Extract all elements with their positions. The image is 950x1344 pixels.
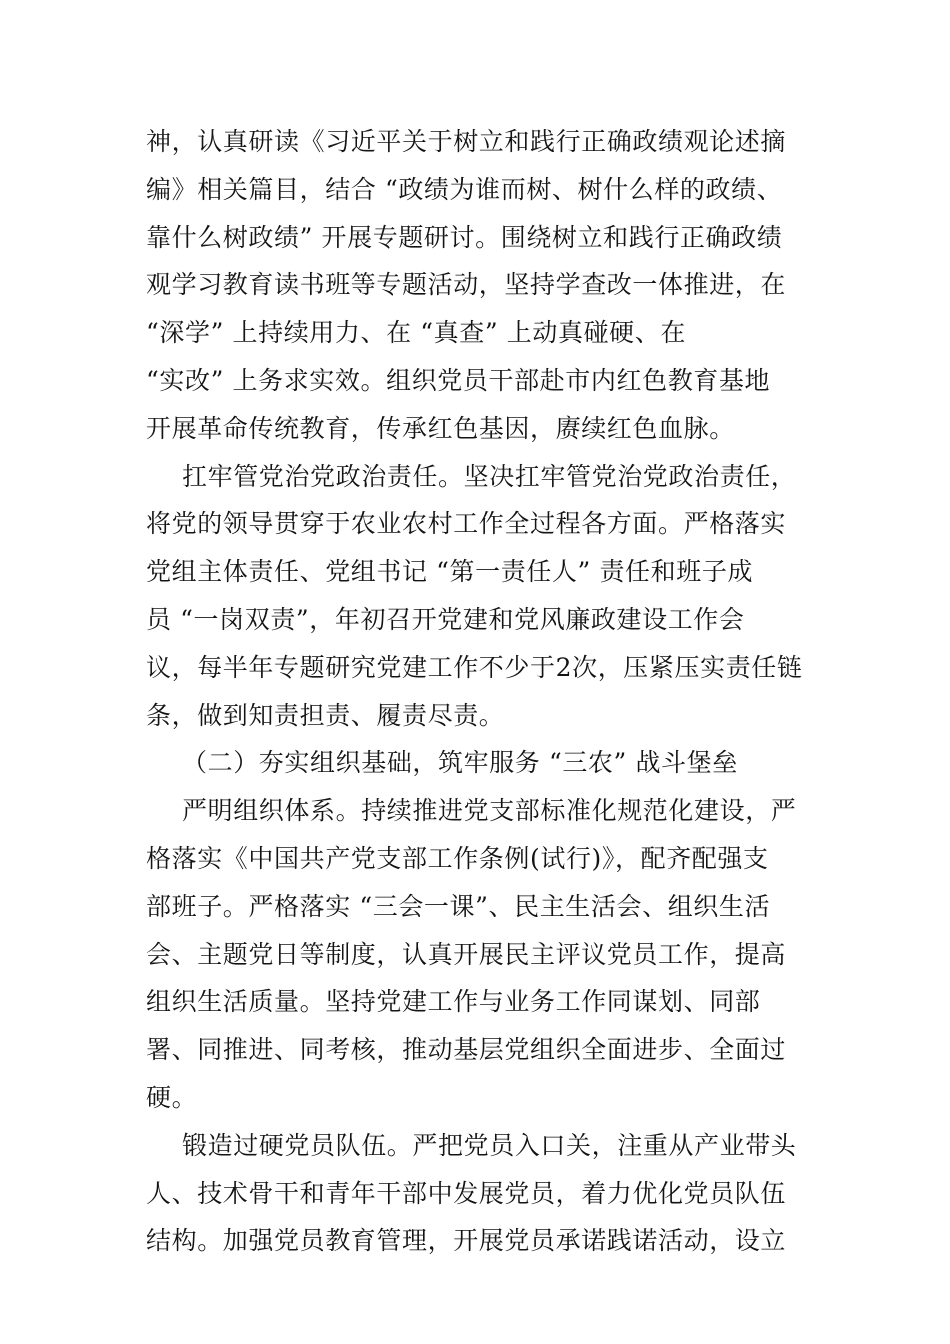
text-line: 部班子。严格落实 “三会一课”、民主生活会、组织生活 xyxy=(146,891,771,921)
text-line: 条，做到知责担责、履责尽责。 xyxy=(146,700,505,730)
text-line: 观学习教育读书班等专题活动，坚持学查改一体推进，在 xyxy=(146,270,787,300)
text-line: 硬。 xyxy=(146,1082,198,1112)
text-line: 扛牢管党治党政治责任。坚决扛牢管党治党政治责任， xyxy=(182,461,797,491)
paragraph-party-member-team xyxy=(146,1122,811,1265)
document-body xyxy=(146,118,811,1265)
text-line: “实改” 上务求实效。组织党员干部赴市内红色教育基地 xyxy=(146,365,771,395)
paragraph-study-continuation xyxy=(146,118,811,453)
paragraph-organization-system xyxy=(146,787,811,1122)
text-line: 会、主题党日等制度，认真开展民主评议党员工作，提高 xyxy=(146,939,787,969)
paragraph-political-responsibility xyxy=(146,453,811,740)
text-line: 议，每半年专题研究党建工作不少于2次，压紧压实责任链 xyxy=(146,652,803,682)
text-line: 将党的领导贯穿于农业农村工作全过程各方面。严格落实 xyxy=(146,509,787,539)
text-line: 开展革命传统教育，传承红色基因，赓续红色血脉。 xyxy=(146,413,735,443)
text-line: 结构。加强党员教育管理，开展党员承诺践诺活动，设立 xyxy=(146,1226,787,1256)
text-line: 严明组织体系。持续推进党支部标准化规范化建设，严 xyxy=(182,796,797,826)
heading-line: （二）夯实组织基础，筑牢服务 “三农” 战斗堡垒 xyxy=(182,748,738,778)
text-line: 署、同推进、同考核，推动基层党组织全面进步、全面过 xyxy=(146,1035,787,1065)
text-line: 锻造过硬党员队伍。严把党员入口关，注重从产业带头 xyxy=(182,1130,797,1160)
text-line: 员 “一岗双责”，年初召开党建和党风廉政建设工作会 xyxy=(146,604,745,634)
text-line: 党组主体责任、党组书记 “第一责任人” 责任和班子成 xyxy=(146,557,754,587)
text-line: 组织生活质量。坚持党建工作与业务工作同谋划、同部 xyxy=(146,987,761,1017)
section-heading-2 xyxy=(146,739,811,787)
text-line: 格落实《中国共产党支部工作条例(试行)》，配齐配强支 xyxy=(146,843,769,873)
text-line: 靠什么树政绩” 开展专题研讨。围绕树立和践行正确政绩 xyxy=(146,222,783,252)
text-line: 神，认真研读《习近平关于树立和践行正确政绩观论述摘 xyxy=(146,127,787,156)
text-line: 编》相关篇目，结合 “政绩为谁而树、树什么样的政绩、 xyxy=(146,174,783,204)
text-line: “深学” 上持续用力、在 “真查” 上动真碰硬、在 xyxy=(146,318,686,348)
text-line: 人、技术骨干和青年干部中发展党员，着力优化党员队伍 xyxy=(146,1178,787,1208)
